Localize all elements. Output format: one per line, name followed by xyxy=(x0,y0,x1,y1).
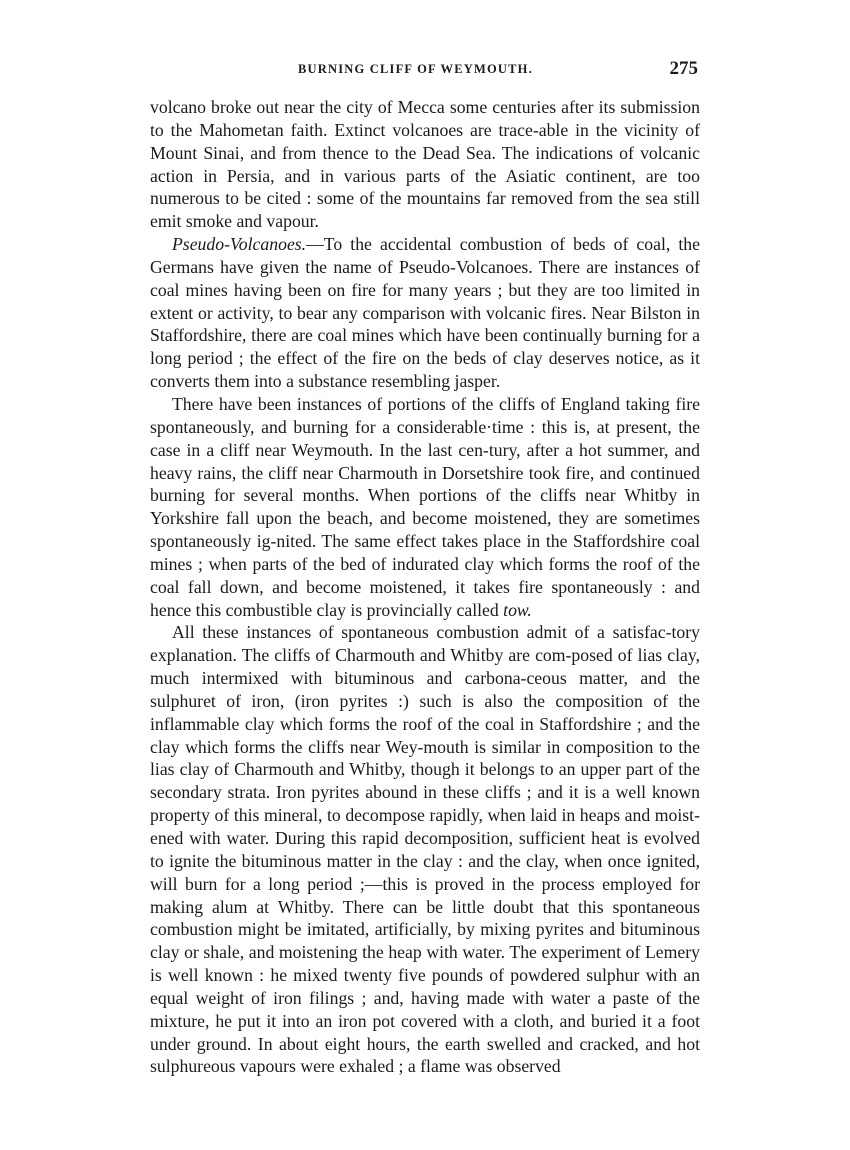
page-number: 275 xyxy=(669,58,698,79)
running-head xyxy=(150,58,700,82)
paragraph-pseudo-volcanoes-text: —To the accidental combustion of beds of coal, the Germans have given the name of Pseudo-Volcanoes. There are instances of coal mines having been on fire for many years ; but they are too limited in extent or activity, to bear any comparison with volcanic fires. Near Bilston in Staffordshire, there are coal mines which have been continually burning for a long period ; the effect of the fire on the beds of clay deserves notice, as it converts them into a substance resembling jasper. xyxy=(150,234,700,392)
paragraph-spontaneous-combustion: All these instances of spontaneous combustion admit of a satisfac-tory explanation. The cliffs of Charmouth and Whitby are com-posed of lias clay, much intermixed with bituminous and carbona-ceous matter, and the sulphuret of iron, (iron pyrites :) such is also the composition of the inflammable clay which forms the roof of the coal in Staffordshire ; and the clay which forms the cliffs near Wey-mouth is similar in composition to the lias clay of Charmouth and Whitby, though it belongs to an upper part of the secondary strata. Iron pyrites abound in these cliffs ; and it is a well known property of this mineral, to decompose rapidly, when laid in heaps and moist-ened with water. During this rapid decomposition, sufficient heat is evolved to ignite the bituminous matter in the clay : and the clay, when once ignited, will burn for a long period ;—this is proved in the process employed for making alum at Whitby. There can be little doubt that this spontaneous combustion might be imitated, artificially, by mixing pyrites and bituminous clay or shale, and moistening the heap with water. The experiment of Lemery is well known : he mixed twenty five pounds of powdered sulphur with an equal weight of iron filings ; and, having made with water a paste of the mixture, he put it into an iron pot covered with a cloth, and buried it a foot under ground. In about eight hours, the earth swelled and cracked, and hot sulphureous vapours were exhaled ; a flame was observed xyxy=(150,622,700,1077)
running-title: BURNING CLIFF OF WEYMOUTH. xyxy=(298,62,533,76)
italic-term-tow: tow. xyxy=(503,599,532,620)
paragraph-cliff-fires xyxy=(150,393,700,621)
section-heading-pseudo-volcanoes: Pseudo-Volcanoes. xyxy=(172,234,307,255)
body-text xyxy=(150,96,700,1078)
paragraph-pseudo-volcanoes xyxy=(150,233,700,393)
paragraph-cliff-fires-text: There have been instances of portions of the cliffs of England taking fire spontaneously, and burning for a considerable·time : this is, at present, the case in a cliff near Weymouth. In the last cen-tury, after a hot summer, and heavy rains, the cliff near Charmouth in Dorsetshire took fire, and continued burning for several months. When portions of the cliffs near Whitby in Yorkshire fall upon the beach, and become moistened, they are sometimes spontaneously ig-nited. The same effect takes place in the Staffordshire coal mines ; when parts of the bed of indurated clay which forms the roof of the coal fall down, and become moistened, it takes fire spontaneously : and hence this combustible clay is provincially called xyxy=(150,393,700,620)
paragraph-volcano-mecca: volcano broke out near the city of Mecca some centuries after its submission to the Mahometan faith. Extinct volcanoes are trace-able in the vicinity of Mount Sinai, and from thence to the Dead Sea. The indications of volcanic action in Persia, and in various parts of the Asiatic continent, are too numerous to be cited : some of the mountains far removed from the sea still emit smoke and vapour. xyxy=(150,97,700,232)
